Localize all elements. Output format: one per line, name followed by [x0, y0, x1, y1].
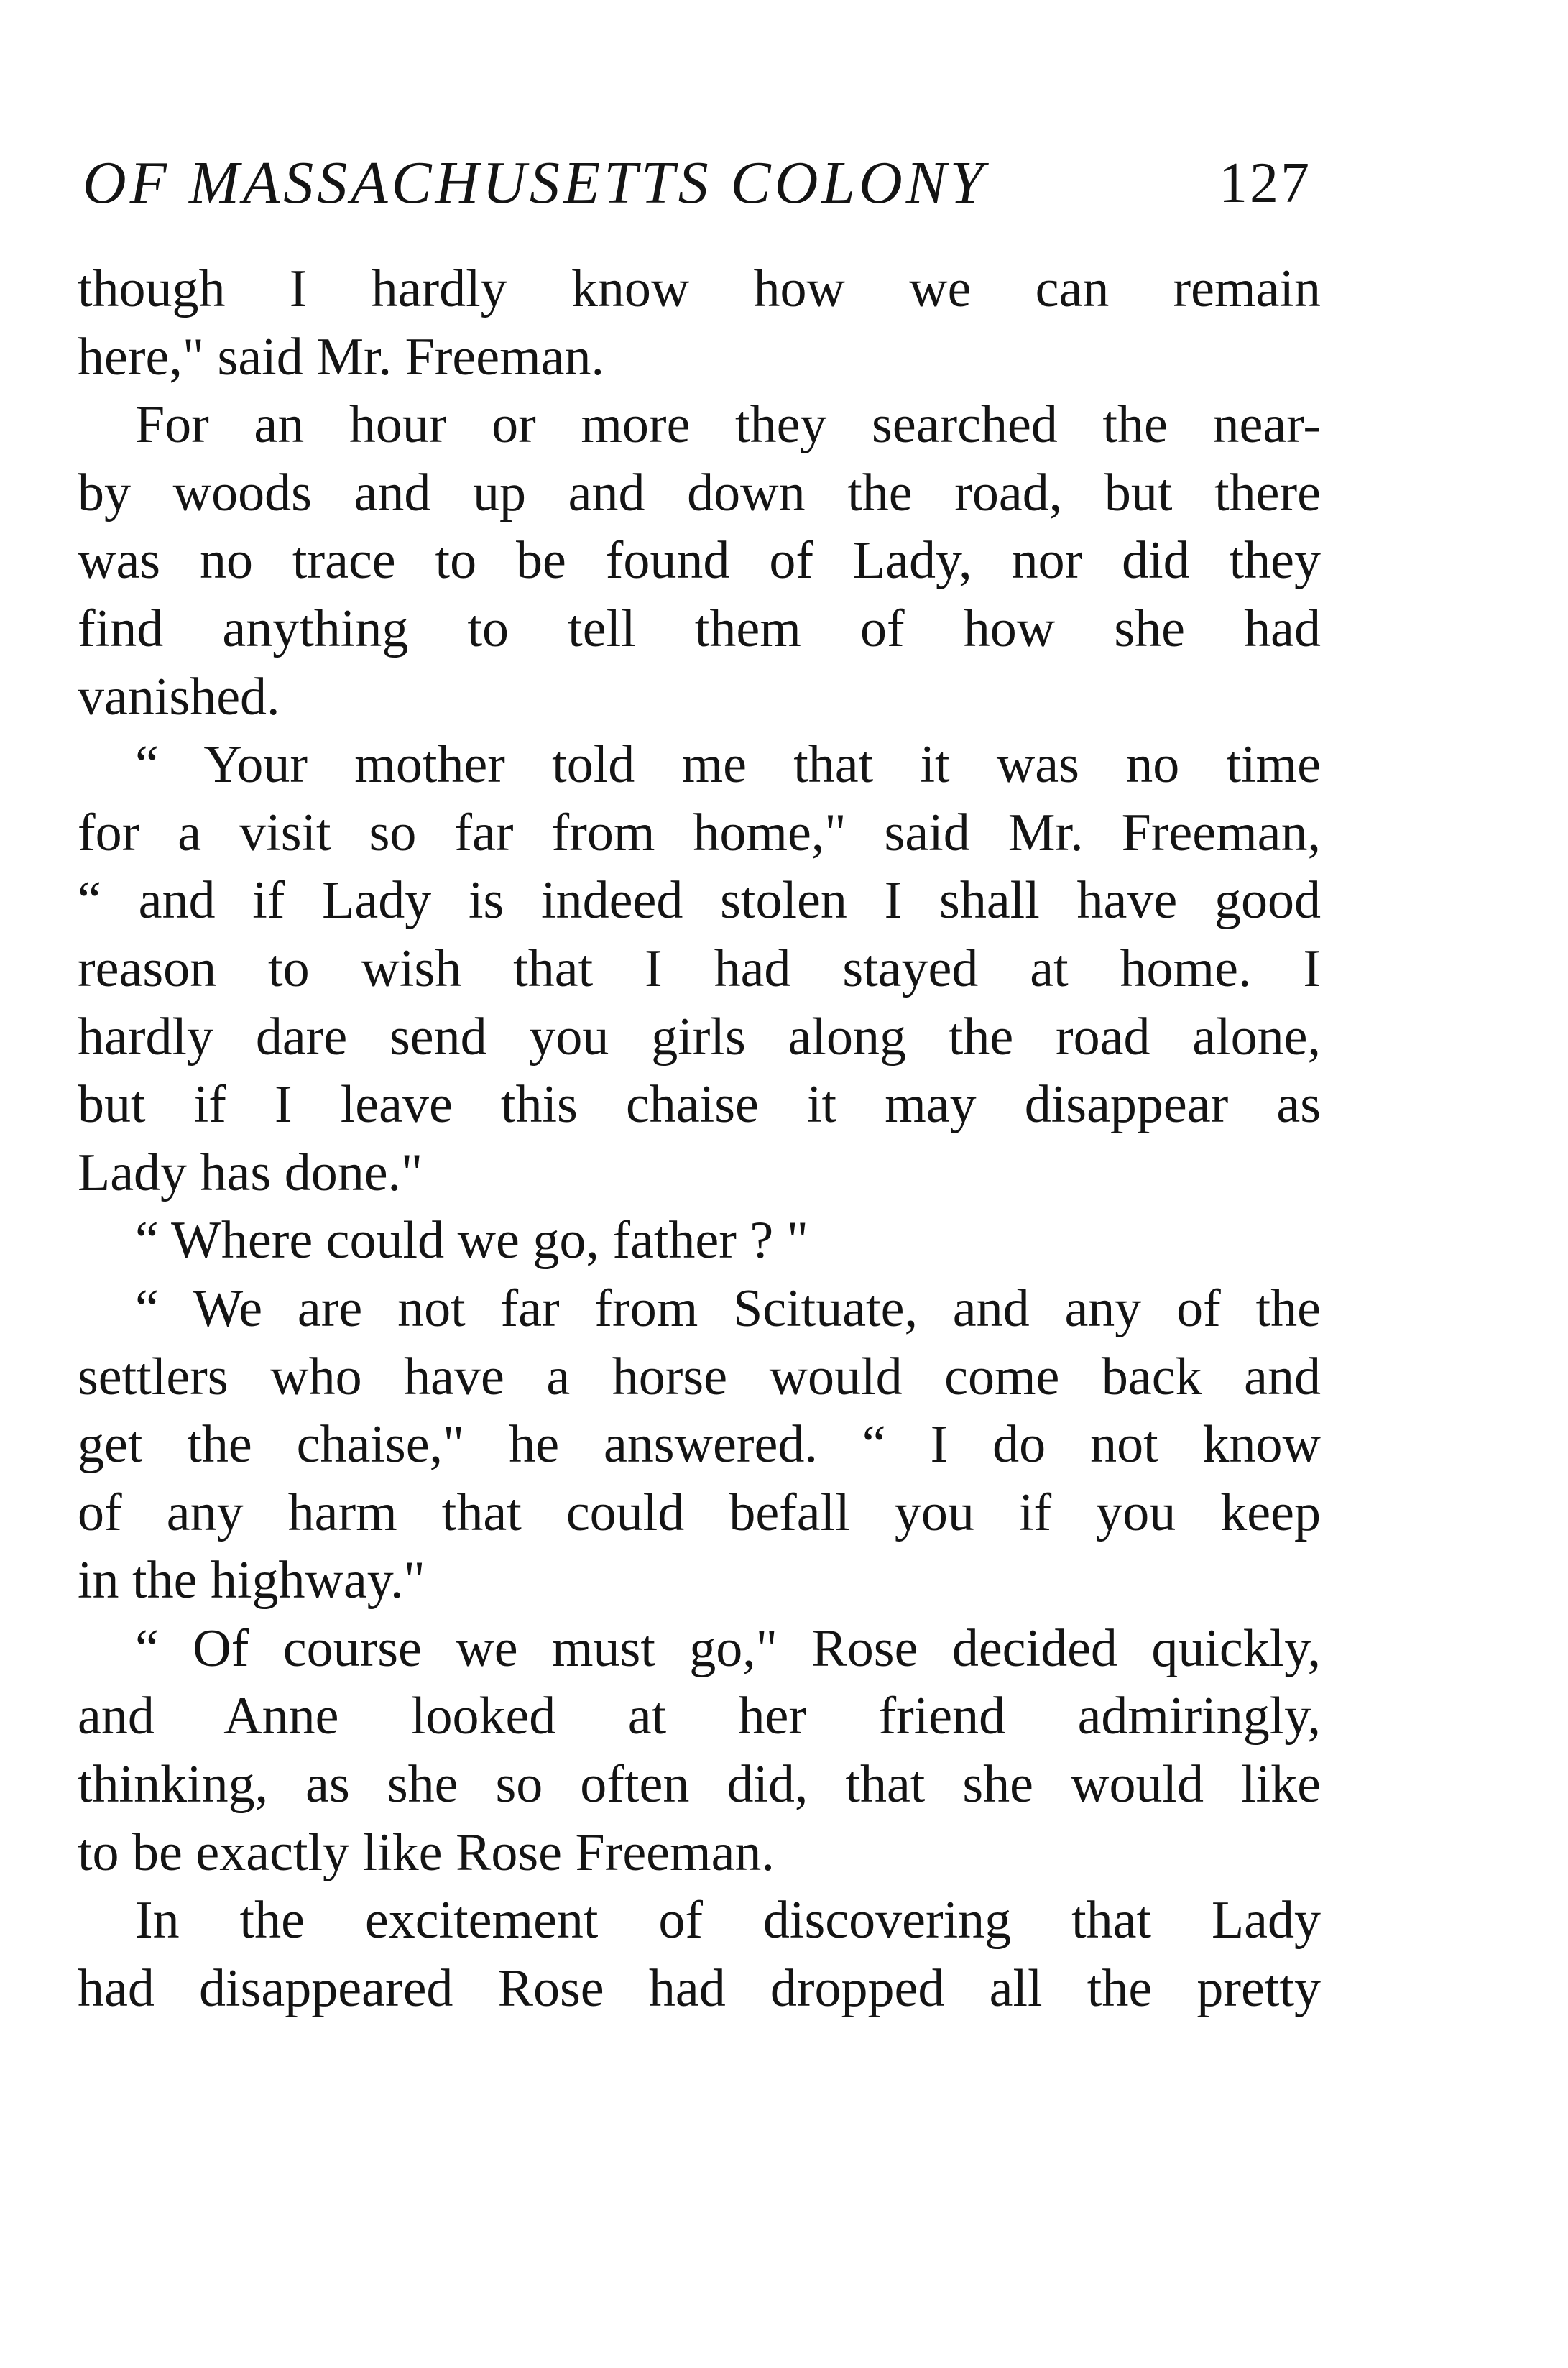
text-line: had disappeared Rose had dropped all the pretty: [78, 1958, 1321, 2018]
text-line: by woods and up and down the road, but there: [78, 463, 1321, 522]
text-line: to be exactly like Rose Freeman.: [78, 1823, 775, 1882]
text-line: thinking, as she so often did, that she would like: [78, 1755, 1321, 1815]
running-head: [83, 144, 1311, 223]
text-line: in the highway.": [78, 1551, 425, 1611]
text-line: For an hour or more they searched the near-: [135, 395, 1321, 455]
page-number: 127: [1219, 152, 1311, 215]
text-line: for a visit so far from home," said Mr. Freeman,: [78, 803, 1321, 862]
text-line: though I hardly know how we can remain: [78, 259, 1321, 318]
text-line: “ Your mother told me that it was no time: [135, 735, 1321, 795]
text-line: get the chaise," he answered. “ I do not know: [78, 1415, 1321, 1475]
text-line: “ We are not far from Scituate, and any of the: [135, 1279, 1321, 1338]
running-title: OF MASSACHUSETTS COLONY: [83, 149, 987, 216]
text-line: here," said Mr. Freeman.: [78, 327, 604, 387]
text-line: but if I leave this chaise it may disappear as: [78, 1075, 1321, 1135]
text-line: “ Of course we must go," Rose decided quickly,: [135, 1618, 1321, 1678]
text-line: “ Where could we go, father ? ": [135, 1211, 808, 1271]
text-line: vanished.: [78, 667, 280, 727]
text-line: of any harm that could befall you if you keep: [78, 1483, 1321, 1542]
text-line: hardly dare send you girls along the road alone,: [78, 1007, 1321, 1066]
text-body: [78, 255, 1321, 2022]
text-line: In the excitement of discovering that Lady: [135, 1891, 1321, 1950]
text-line: and Anne looked at her friend admiringly,: [78, 1687, 1321, 1746]
text-line: settlers who have a horse would come back and: [78, 1347, 1321, 1406]
text-line: find anything to tell them of how she had: [78, 599, 1321, 658]
text-line: Lady has done.": [78, 1143, 423, 1202]
text-line: was no trace to be found of Lady, nor did they: [78, 531, 1321, 591]
text-line: “ and if Lady is indeed stolen I shall have good: [78, 871, 1321, 931]
text-line: reason to wish that I had stayed at home. I: [78, 939, 1321, 998]
